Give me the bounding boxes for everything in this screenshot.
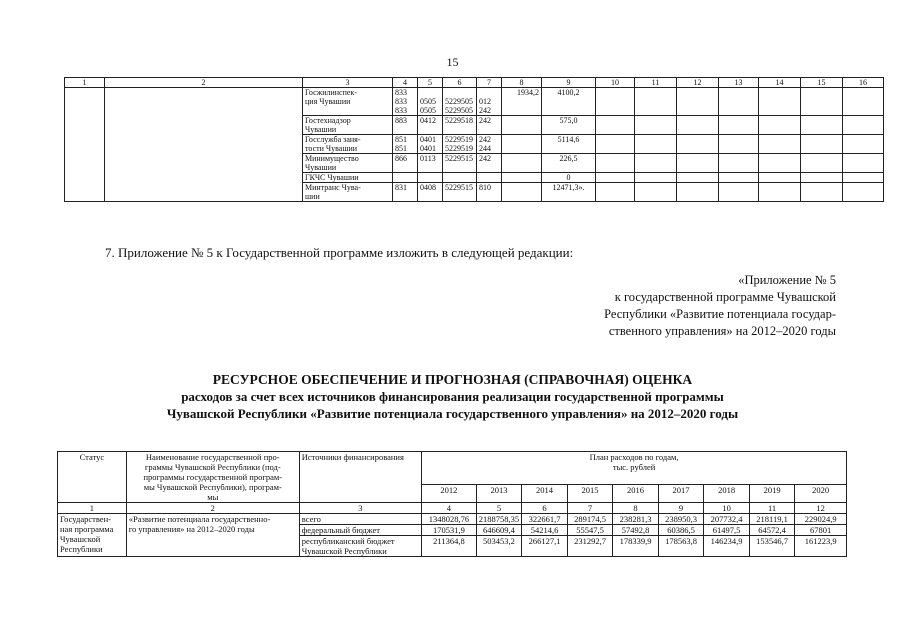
empty-cell — [801, 154, 843, 173]
column-number-cell: 6 — [522, 503, 568, 514]
amount-cell: 231292,7 — [567, 536, 613, 557]
page-number: 15 — [446, 55, 459, 69]
value-cell: 1934,2 — [502, 88, 542, 116]
code-cell: 242 — [477, 154, 502, 173]
year-header: 2013 — [476, 485, 522, 503]
column-number-cell: 15 — [801, 78, 843, 88]
amount-cell: 67801 — [795, 525, 847, 536]
column-number-cell: 13 — [719, 78, 759, 88]
empty-cell — [635, 135, 677, 154]
agency-cell: ГКЧС Чувашии — [303, 173, 393, 183]
value-cell: 12471,3». — [542, 183, 596, 202]
empty-cell — [677, 154, 719, 173]
column-number-row — [58, 503, 847, 514]
value-cell: 575,0 — [542, 116, 596, 135]
column-number-cell: 7 — [567, 503, 613, 514]
empty-cell — [759, 154, 801, 173]
code-cell: 5229515 — [443, 154, 477, 173]
appendix-line: «Приложение № 5 — [738, 273, 836, 287]
amount-cell: 55547,5 — [567, 525, 613, 536]
amount-cell: 218119,1 — [749, 514, 795, 525]
status-header: Статус — [58, 452, 127, 503]
table-row — [65, 88, 884, 116]
amount-cell: 64572,4 — [749, 525, 795, 536]
column-number-cell: 4 — [393, 78, 418, 88]
amount-cell: 211364,8 — [422, 536, 477, 557]
appendix-reference — [604, 272, 836, 340]
table-header-row — [65, 78, 884, 88]
column-number-cell: 6 — [443, 78, 477, 88]
program-name-cell: «Развитие потенциала государственно- го управления» на 2012–2020 годы — [126, 514, 299, 557]
paragraph-item-7: 7. Приложение № 5 к Государственной программе изложить в следующей редакции: — [105, 245, 574, 260]
code-cell: 0401 0401 — [418, 135, 443, 154]
column-number-cell: 5 — [418, 78, 443, 88]
amount-cell: 2188758,35 — [476, 514, 522, 525]
empty-cell — [65, 88, 105, 202]
empty-cell — [759, 135, 801, 154]
amount-cell: 238281,3 — [613, 514, 659, 525]
year-header: 2020 — [795, 485, 847, 503]
amount-cell: 146234,9 — [704, 536, 750, 557]
empty-cell — [596, 88, 635, 116]
empty-cell — [677, 116, 719, 135]
empty-cell — [801, 116, 843, 135]
empty-cell — [596, 173, 635, 183]
year-header: 2016 — [613, 485, 659, 503]
appendix-line: к государственной программе Чувашской — [614, 290, 836, 304]
empty-cell — [843, 173, 884, 183]
column-number-cell: 2 — [105, 78, 303, 88]
empty-cell — [635, 154, 677, 173]
column-number-cell: 9 — [542, 78, 596, 88]
code-cell — [443, 173, 477, 183]
column-number-cell: 4 — [422, 503, 477, 514]
amount-cell: 60386,5 — [658, 525, 704, 536]
column-number-cell: 12 — [795, 503, 847, 514]
empty-cell — [635, 183, 677, 202]
code-cell: 810 — [477, 183, 502, 202]
column-number-cell: 11 — [749, 503, 795, 514]
year-header: 2014 — [522, 485, 568, 503]
empty-cell — [759, 116, 801, 135]
empty-cell — [596, 183, 635, 202]
code-cell: 883 — [393, 116, 418, 135]
empty-cell — [719, 173, 759, 183]
code-cell: 242 244 — [477, 135, 502, 154]
value-cell — [502, 183, 542, 202]
amount-cell: 61497,5 — [704, 525, 750, 536]
empty-cell — [677, 135, 719, 154]
amount-cell: 322661,7 — [522, 514, 568, 525]
value-cell: 4100,2 — [542, 88, 596, 116]
amount-cell: 1348028,76 — [422, 514, 477, 525]
column-number-cell: 11 — [635, 78, 677, 88]
code-cell: 0412 — [418, 116, 443, 135]
value-cell: 226,5 — [542, 154, 596, 173]
column-number-cell: 1 — [58, 503, 127, 514]
year-header: 2012 — [422, 485, 477, 503]
code-cell: 5229505 5229505 — [443, 88, 477, 116]
amount-cell: 54214,6 — [522, 525, 568, 536]
empty-cell — [677, 173, 719, 183]
empty-cell — [719, 154, 759, 173]
source-header: Источники финансирования — [299, 452, 421, 503]
code-cell: 5229518 — [443, 116, 477, 135]
amount-cell: 178339,9 — [613, 536, 659, 557]
code-cell: 012 242 — [477, 88, 502, 116]
code-cell: 242 — [477, 116, 502, 135]
column-number-cell: 1 — [65, 78, 105, 88]
empty-cell — [719, 88, 759, 116]
empty-cell — [759, 183, 801, 202]
heading-line: РЕСУРСНОЕ ОБЕСПЕЧЕНИЕ И ПРОГНОЗНАЯ (СПРАВОЧНАЯ) ОЦЕНКА — [212, 372, 693, 387]
column-number-cell: 12 — [677, 78, 719, 88]
agency-cell: Минимущество Чувашии — [303, 154, 393, 173]
value-cell — [502, 135, 542, 154]
column-number-cell: 10 — [704, 503, 750, 514]
budget-table-continuation — [64, 77, 884, 202]
resource-table — [57, 451, 847, 557]
amount-cell: 178563,8 — [658, 536, 704, 557]
source-cell: республиканский бюджет Чувашской Республики — [299, 536, 421, 557]
amount-cell: 229024,9 — [795, 514, 847, 525]
heading-line: Чувашской Республики «Развитие потенциала государственного управления» на 2012–2020 годы — [166, 406, 739, 421]
column-number-cell: 8 — [502, 78, 542, 88]
empty-cell — [843, 183, 884, 202]
column-number-cell: 3 — [299, 503, 421, 514]
amount-cell: 289174,5 — [567, 514, 613, 525]
plan-header: План расходов по годам, тыс. рублей — [422, 452, 847, 485]
empty-cell — [635, 173, 677, 183]
empty-cell — [596, 135, 635, 154]
value-cell: 5114,6 — [542, 135, 596, 154]
empty-cell — [843, 88, 884, 116]
column-number-cell: 2 — [126, 503, 299, 514]
column-number-cell: 9 — [658, 503, 704, 514]
code-cell: 0505 0505 — [418, 88, 443, 116]
amount-cell: 207732,4 — [704, 514, 750, 525]
source-cell: всего — [299, 514, 421, 525]
section-heading — [0, 371, 905, 422]
empty-cell — [635, 88, 677, 116]
code-cell: 0113 — [418, 154, 443, 173]
value-cell — [502, 173, 542, 183]
empty-cell — [801, 88, 843, 116]
code-cell: 866 — [393, 154, 418, 173]
column-number-cell: 16 — [843, 78, 884, 88]
column-number-cell: 10 — [596, 78, 635, 88]
amount-cell: 646609,4 — [476, 525, 522, 536]
header-row — [58, 452, 847, 485]
amount-cell: 503453,2 — [476, 536, 522, 557]
empty-cell — [843, 154, 884, 173]
empty-cell — [801, 183, 843, 202]
empty-cell — [719, 183, 759, 202]
agency-cell: Гостехнадзор Чувашии — [303, 116, 393, 135]
empty-cell — [843, 116, 884, 135]
code-cell: 0408 — [418, 183, 443, 202]
code-cell: 5229519 5229519 — [443, 135, 477, 154]
empty-cell — [759, 173, 801, 183]
agency-cell: Госжилинспек- ция Чувашии — [303, 88, 393, 116]
status-cell: Государствен- ная программа Чувашской Республики — [58, 514, 127, 557]
empty-cell — [677, 88, 719, 116]
table-row — [58, 514, 847, 525]
source-cell: федеральный бюджет — [299, 525, 421, 536]
value-cell — [502, 116, 542, 135]
amount-cell: 266127,1 — [522, 536, 568, 557]
column-number-cell: 5 — [476, 503, 522, 514]
year-header: 2017 — [658, 485, 704, 503]
code-cell — [477, 173, 502, 183]
value-cell — [502, 154, 542, 173]
empty-cell — [596, 154, 635, 173]
column-number-cell: 8 — [613, 503, 659, 514]
year-header: 2018 — [704, 485, 750, 503]
appendix-line: Республики «Развитие потенциала государ- — [604, 307, 836, 321]
column-number-cell: 14 — [759, 78, 801, 88]
heading-line: расходов за счет всех источников финансирования реализации государственной программы — [181, 389, 724, 404]
column-number-cell: 3 — [303, 78, 393, 88]
appendix-line: ственного управления» на 2012–2020 годы — [608, 324, 836, 338]
amount-cell: 57492,8 — [613, 525, 659, 536]
code-cell: 831 — [393, 183, 418, 202]
agency-cell: Госслужба заня- тости Чувашии — [303, 135, 393, 154]
empty-cell — [843, 135, 884, 154]
year-header: 2015 — [567, 485, 613, 503]
empty-cell — [801, 135, 843, 154]
empty-cell — [801, 173, 843, 183]
amount-cell: 170531,9 — [422, 525, 477, 536]
amount-cell: 153546,7 — [749, 536, 795, 557]
empty-cell — [719, 135, 759, 154]
code-cell: 5229515 — [443, 183, 477, 202]
year-header: 2019 — [749, 485, 795, 503]
empty-cell — [719, 116, 759, 135]
amount-cell: 238950,3 — [658, 514, 704, 525]
code-cell: 851 851 — [393, 135, 418, 154]
amount-cell: 161223,9 — [795, 536, 847, 557]
agency-cell: Минтранс Чува- шии — [303, 183, 393, 202]
name-header: Наименование государственной про- граммы Чувашской Республики (под- программы государственной програм- мы Чувашской Республики), програм- мы — [126, 452, 299, 503]
empty-cell — [596, 116, 635, 135]
empty-cell — [677, 183, 719, 202]
empty-cell — [105, 88, 303, 202]
value-cell: 0 — [542, 173, 596, 183]
code-cell — [393, 173, 418, 183]
empty-cell — [759, 88, 801, 116]
column-number-cell: 7 — [477, 78, 502, 88]
empty-cell — [635, 116, 677, 135]
code-cell: 833 833 833 — [393, 88, 418, 116]
code-cell — [418, 173, 443, 183]
